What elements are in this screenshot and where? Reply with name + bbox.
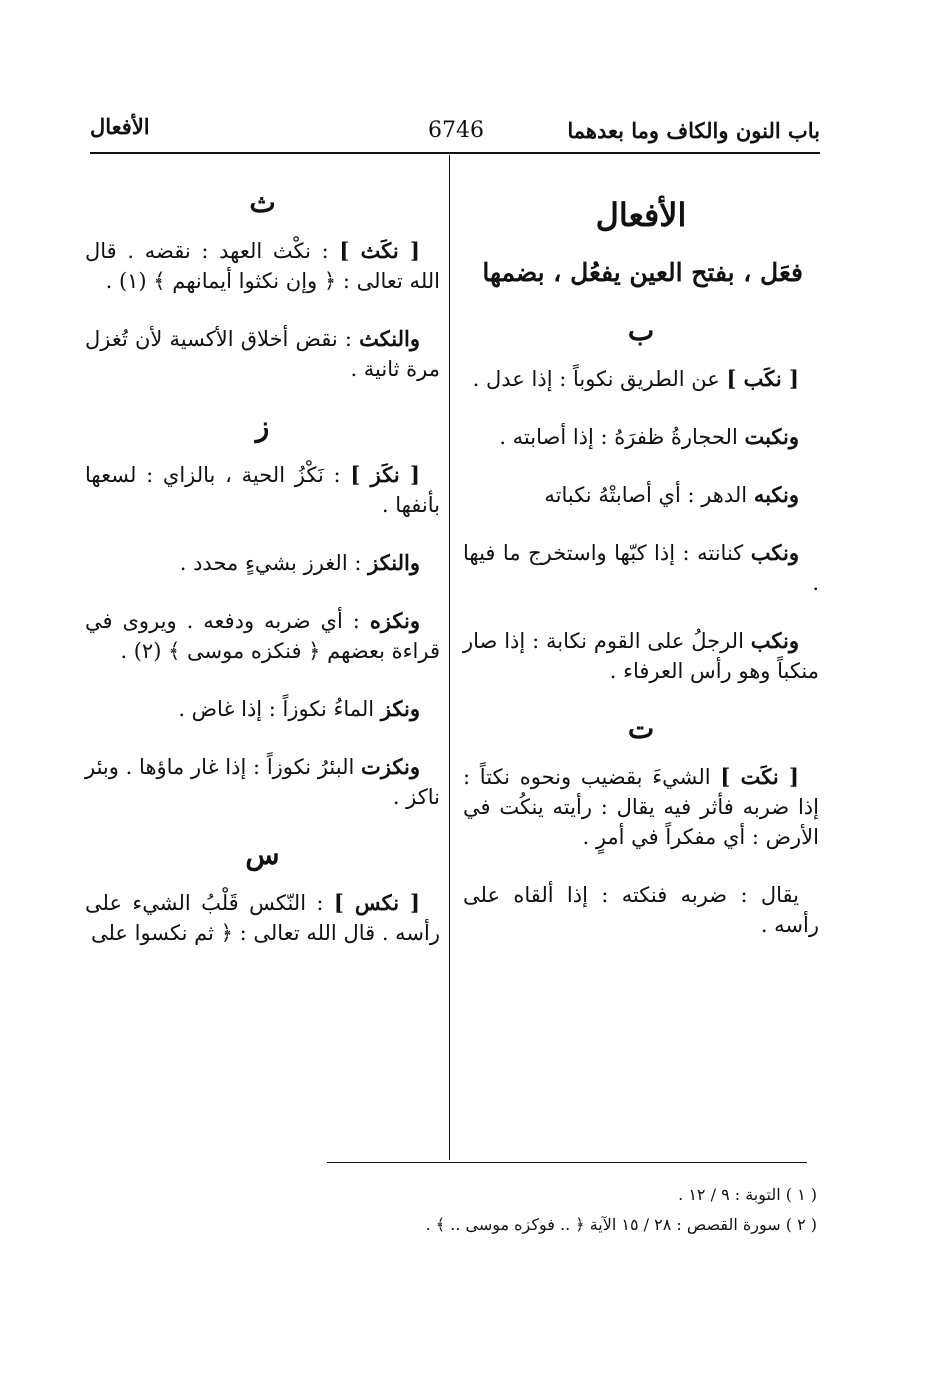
section-running-title: الأفعال xyxy=(90,114,150,139)
entry-text: كنانته : إذا كبّها واستخرج ما فيها . xyxy=(463,541,819,595)
entry-head: والنكز xyxy=(368,550,420,575)
entry-head: [ نكَت ] xyxy=(720,764,799,789)
letter-heading: ت xyxy=(627,712,655,745)
entry-head: [ نكَث ] xyxy=(339,238,420,263)
entry xyxy=(463,626,819,686)
letter-heading: س xyxy=(245,838,280,871)
entry-head: ونكز xyxy=(380,696,420,721)
entry-text: البئرُ نكوزاً : إذا غار ماؤها . وبئر ناكز . xyxy=(85,755,440,809)
footnote-rule xyxy=(327,1162,807,1163)
footnotes xyxy=(327,1180,817,1240)
entry-head: ونكب xyxy=(750,628,799,653)
entry-text: : النّكس قَلْبُ الشيء على رأسه . قال الله تعالى : ﴿ ثم نكسوا على xyxy=(85,891,440,945)
entry-text: : نَكْزُ الحية ، بالزاي : لسعها بأنفها . xyxy=(85,463,440,517)
page-header xyxy=(90,112,820,152)
entry xyxy=(85,752,440,812)
entry-head: ونكب xyxy=(750,540,799,565)
entry-text: : الغرز بشيءٍ محدد . xyxy=(179,551,369,575)
entry xyxy=(85,324,440,384)
entry-head: [ نكَز ] xyxy=(350,462,420,487)
entry-text: : أي ضربه ودفعه . ويروى في قراءة بعضهم ﴿ فنكزه موسى ﴾ (٢) . xyxy=(85,609,440,663)
entry-text: الشيءَ بقضيب ونحوه نكتاً : إذا ضربه فأثر فيه يقال : رأيته ينكُت في الأرض : أي مفكراً في أمرٍ . xyxy=(463,765,819,849)
entry-head: والنكث xyxy=(359,326,420,351)
footnote: ( ٢ ) سورة القصص : ٢٨ / ١٥ الآية ﴿ .. فوكزه موسى .. ﴾ . xyxy=(425,1215,817,1234)
entry xyxy=(463,422,819,452)
letter-heading: ب xyxy=(627,314,655,347)
entry xyxy=(85,236,440,296)
entry xyxy=(463,538,819,598)
section-subtitle: فعَل ، بفتح العين يفعُل ، بضمها xyxy=(482,258,803,287)
entry-head: ونكبت xyxy=(744,424,799,449)
entry xyxy=(463,762,819,852)
entry xyxy=(463,364,819,394)
entry-text: عن الطريق نكوباً : إذا عدل . xyxy=(472,367,727,391)
entry xyxy=(463,880,819,940)
letter-heading: ز xyxy=(255,410,270,443)
entry-head: ونكزت xyxy=(361,754,420,779)
entry xyxy=(85,548,440,578)
letter-heading: ث xyxy=(249,186,276,219)
footnote: ( ١ ) التوبة : ٩ / ١٢ . xyxy=(678,1185,817,1204)
chapter-title: باب النون والكاف وما بعدهما xyxy=(567,118,820,143)
entry-text: الدهر : أي أصابتْهُ نكباته xyxy=(544,483,754,507)
page-number: 6746 xyxy=(428,118,484,143)
entry xyxy=(85,460,440,520)
entry xyxy=(463,480,819,510)
left-column xyxy=(85,180,440,976)
entry-text: يقال : ضربه فنكته : إذا ألقاه على رأسه . xyxy=(463,883,819,937)
section-title: الأفعال xyxy=(595,196,687,234)
entry-head: [ نكس ] xyxy=(333,890,420,915)
entry-head: [ نكَب ] xyxy=(726,366,799,391)
entry xyxy=(85,888,440,948)
entry-text: الماءُ نكوزاً : إذا غاض . xyxy=(178,697,381,721)
entry-head: ونكبه xyxy=(753,482,799,507)
entry-text: الرجلُ على القوم نكابة : إذا صار منكباً وهو رأس العرفاء . xyxy=(463,629,819,683)
entry xyxy=(85,694,440,724)
entry-head: ونكزه xyxy=(369,608,420,633)
column-divider xyxy=(449,155,450,1160)
right-column xyxy=(463,190,819,968)
header-rule xyxy=(90,152,820,154)
entry xyxy=(85,606,440,666)
entry-text: : نقض أخلاق الأكسية لأن تُغزل مرة ثانية . xyxy=(85,327,440,381)
entry-text: : نكْث العهد : نقضه . قال الله تعالى : ﴿ وإن نكثوا أيمانهم ﴾ (١) . xyxy=(85,239,440,293)
entry-text: الحجارةُ ظفرَهُ : إذا أصابته . xyxy=(499,425,745,449)
